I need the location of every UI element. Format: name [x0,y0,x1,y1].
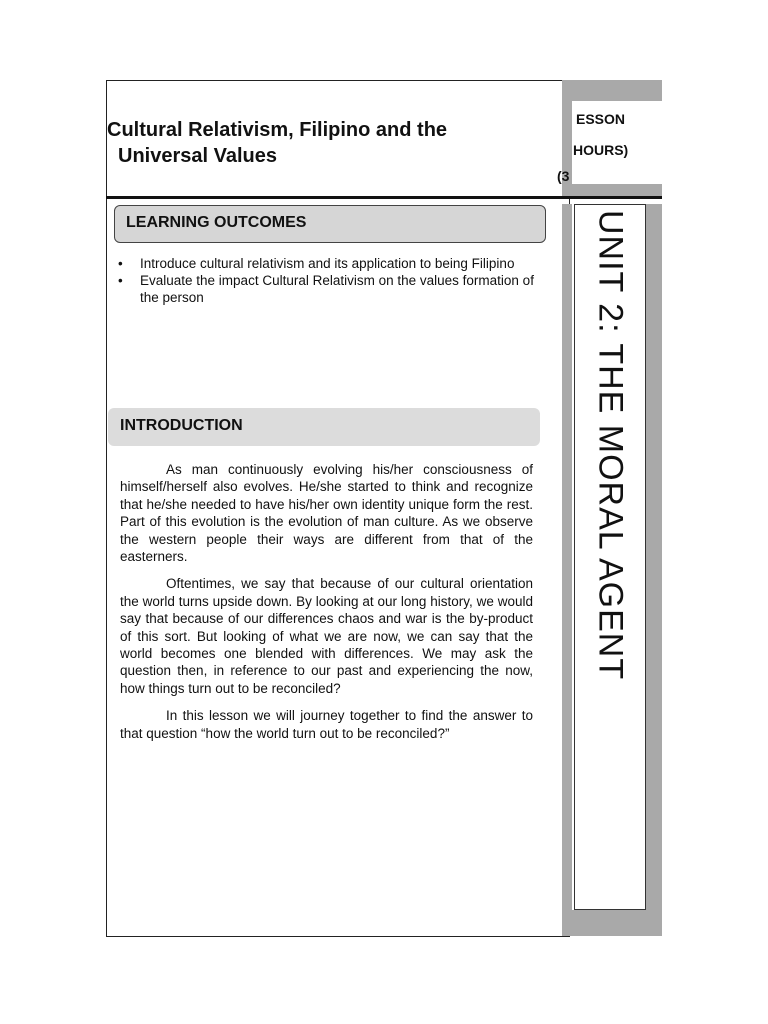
introduction-body [120,461,533,752]
unit-title: UNIT 2: THE MORAL AGENT [591,210,630,681]
learning-outcomes-heading-bar [114,205,546,243]
hours-number-label: (3 [557,168,570,184]
sidebar-gray-strip-left [562,204,572,910]
list-item: • Introduce cultural relativism and its application to being Filipino [118,255,538,272]
introduction-paragraph: In this lesson we will journey together to find the answer to that question “how the world turn out to be reconciled?” [120,708,533,741]
header-gray-band [562,80,662,101]
introduction-heading-bar [108,408,540,446]
introduction-heading: INTRODUCTION [120,417,243,434]
page-title [107,117,527,169]
introduction-paragraph: As man continuously evolving his/her consciousness of himself/herself also evolves. He/she started to think and recognize that he/she needed to have his/her own identity unique form the rest. Part of this evolution is the evolution of man culture. As we observe the western people their ways are different from that of the easterners. [120,462,533,565]
footer-gray-band [562,910,662,936]
learning-outcomes-list [118,255,538,306]
title-line-2: Universal Values [118,145,277,167]
introduction-paragraph: Oftentimes, we say that because of our cultural orientation the world turns upside down. By looking at our long history, we would say that because of our differences chaos and war is the by-product of this sort. But looking of what we are now, we can say that the world becomes one blended with differences. We may ask the question then, in reference to our past and experiencing the now, how things turn out to be reconciled? [120,576,533,696]
list-item: • Evaluate the impact Cultural Relativism on the values formation of the person [118,272,538,306]
sidebar-gray-strip-right [646,204,662,910]
unit-title-wrapper [574,204,646,910]
lesson-label: ESSON [576,111,626,127]
header-divider [106,196,662,199]
learning-outcomes-heading: LEARNING OUTCOMES [126,214,307,231]
hours-label: HOURS) [573,142,629,158]
mid-gray-band [562,184,662,196]
title-line-1: Cultural Relativism, Filipino and the [107,119,448,141]
